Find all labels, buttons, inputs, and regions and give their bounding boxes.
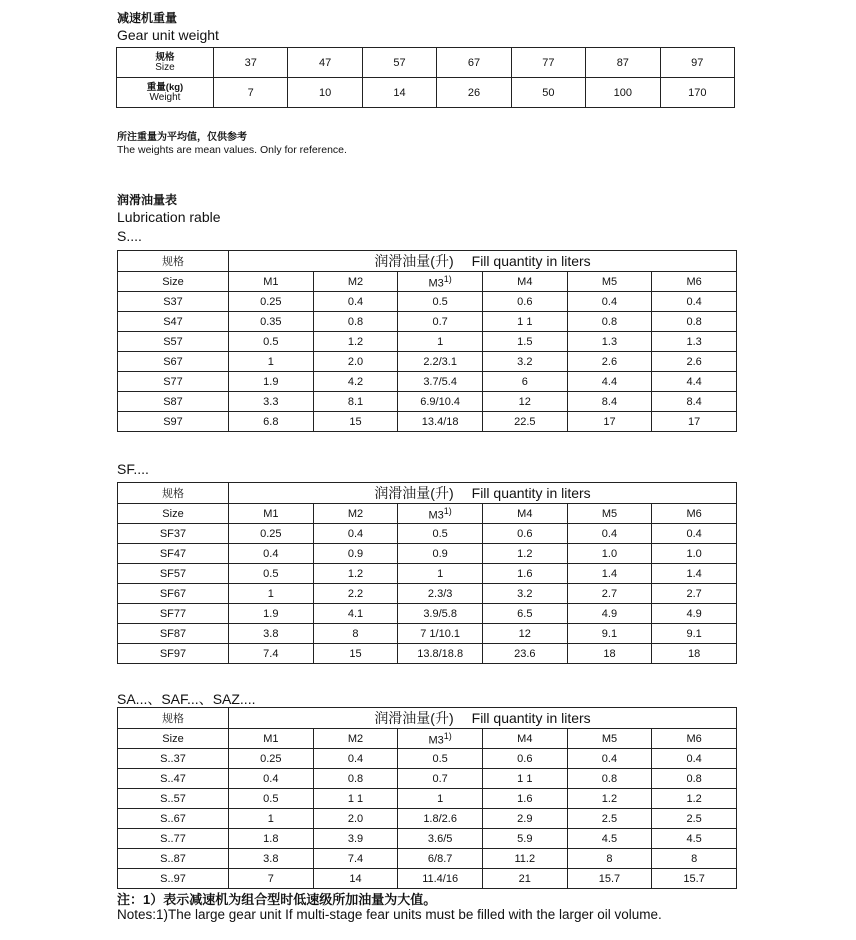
value-cell: 0.4 [652,292,737,312]
size-cell: S..87 [118,849,229,869]
lubrication-table [117,482,737,664]
value-cell: 1.6 [482,564,567,584]
size-cell: S..47 [118,769,229,789]
column-label: M3 [428,509,444,522]
column-label: M4 [517,275,533,288]
column-header-m2 [313,729,398,749]
value-cell: 0.5 [398,749,483,769]
column-label: M4 [517,507,533,520]
size-cell: 97 [660,48,734,78]
table-header-row [118,483,737,504]
weight-title-en: Gear unit weight [117,27,219,43]
size-cell: 47 [288,48,362,78]
value-cell: 11.2 [482,849,567,869]
size-cell: S..57 [118,789,229,809]
weight-note-cn: 所注重量为平均值，仅供参考 [117,132,247,143]
weight-size-row [117,48,735,78]
value-cell: 0.4 [567,292,652,312]
value-cell: 0.8 [567,312,652,332]
column-header-m2 [313,272,398,292]
value-cell: 14 [313,869,398,889]
value-cell: 3.8 [229,849,314,869]
column-header-m4 [482,729,567,749]
value-cell: 4.4 [567,372,652,392]
column-header-m1 [229,272,314,292]
value-cell: 2.2/3.1 [398,352,483,372]
size-cell: SF87 [118,624,229,644]
size-cell: SF37 [118,524,229,544]
value-cell: 2.7 [567,584,652,604]
size-cell: SF57 [118,564,229,584]
sa-series-label: SA...、SAF...、SAZ.... [117,691,256,707]
weight-table [116,47,735,108]
value-cell: 1 [398,564,483,584]
column-header-m6 [652,272,737,292]
value-cell: 1 [229,584,314,604]
guige-header-cell: 规格 [118,708,229,729]
table-row [118,392,737,412]
value-cell: 15.7 [652,869,737,889]
table-row [118,412,737,432]
value-cell: 1 1 [482,769,567,789]
footnote-marker: 1) [443,730,452,741]
value-cell: 1.8 [229,829,314,849]
column-label: M6 [686,507,702,520]
column-header-m6 [652,504,737,524]
size-cell: 67 [437,48,511,78]
value-cell: 0.8 [652,769,737,789]
size-cell: S..97 [118,869,229,889]
value-cell: 12 [482,392,567,412]
weight-cell: 14 [362,78,436,108]
column-label: M5 [601,275,618,288]
table-row [118,564,737,584]
weight-header-cell [117,78,214,108]
guige-header-cell: 规格 [118,483,229,504]
size-cell: 57 [362,48,436,78]
value-cell: 1.3 [652,332,737,352]
value-cell: 0.4 [652,749,737,769]
value-cell: 1.6 [482,789,567,809]
value-cell: 23.6 [482,644,567,664]
value-cell: 2.5 [652,809,737,829]
value-cell: 0.4 [313,524,398,544]
table-row [118,544,737,564]
column-label: M2 [347,732,364,745]
value-cell: 3.2 [482,584,567,604]
value-cell: 4.9 [652,604,737,624]
lubrication-table [117,707,737,889]
value-cell: 6/8.7 [398,849,483,869]
footnote-marker: 1) [443,273,452,284]
size-header-cell [117,48,214,78]
value-cell: 2.9 [482,809,567,829]
value-cell: 0.4 [229,769,314,789]
value-cell: 15 [313,644,398,664]
value-cell: 6.5 [482,604,567,624]
value-cell: 3.3 [229,392,314,412]
value-cell: 1.5 [482,332,567,352]
value-cell: 0.4 [567,749,652,769]
value-cell: 2.6 [567,352,652,372]
value-cell: 1.4 [652,564,737,584]
value-cell: 0.8 [313,769,398,789]
value-cell: 7.4 [313,849,398,869]
s-series-label: S.... [117,228,142,244]
size-cell: S..67 [118,809,229,829]
value-cell: 1.2 [652,789,737,809]
table-row [118,624,737,644]
weight-title-cn: 减速机重量 [117,11,178,25]
value-cell: 2.3/3 [398,584,483,604]
size-cell: SF47 [118,544,229,564]
footnote-cn: 注：1）表示减速机为组合型时低速级所加油量为大值。 [117,892,437,907]
weight-cell: 50 [511,78,585,108]
value-cell: 13.4/18 [398,412,483,432]
fill-label-cn: 润滑油量(升) [374,253,454,269]
value-cell: 2.0 [313,352,398,372]
value-cell: 0.25 [229,749,314,769]
weight-cell: 100 [586,78,660,108]
size-cell: 87 [586,48,660,78]
table-row [118,584,737,604]
value-cell: 8 [567,849,652,869]
column-header-m4 [482,504,567,524]
value-cell: 8.4 [567,392,652,412]
value-cell: 1.8/2.6 [398,809,483,829]
weight-label-cn: 重量(kg) [146,81,184,93]
value-cell: 6 [482,372,567,392]
value-cell: 0.5 [398,524,483,544]
footnote-en: Notes:1)The large gear unit If multi-stage fear units must be filled with the larger oil volume. [117,907,662,922]
size-cell: S77 [118,372,229,392]
lubrication-table [117,250,737,432]
value-cell: 0.25 [229,524,314,544]
column-header-m3 [398,729,483,749]
value-cell: 22.5 [482,412,567,432]
value-cell: 1 [229,809,314,829]
value-cell: 11.4/16 [398,869,483,889]
fill-label-en: Fill quantity in liters [471,485,591,501]
value-cell: 21 [482,869,567,889]
size-cell: SF97 [118,644,229,664]
table-header-row [118,708,737,729]
value-cell: 13.8/18.8 [398,644,483,664]
column-label: M5 [601,507,618,520]
value-cell: 1 [398,332,483,352]
column-label: M3 [428,277,444,290]
fill-quantity-header [229,708,737,729]
value-cell: 0.5 [229,564,314,584]
value-cell: 0.5 [229,789,314,809]
value-cell: 4.5 [567,829,652,849]
column-header-row [118,272,737,292]
table-row [118,352,737,372]
size-cell: S57 [118,332,229,352]
fill-label-en: Fill quantity in liters [471,710,591,726]
column-label: M2 [347,275,364,288]
value-cell: 9.1 [567,624,652,644]
value-cell: 1 [229,352,314,372]
value-cell: 8 [313,624,398,644]
value-cell: 1.3 [567,332,652,352]
table-row [118,604,737,624]
value-cell: 2.5 [567,809,652,829]
column-label: M1 [263,732,279,745]
value-cell: 4.2 [313,372,398,392]
value-cell: 0.5 [398,292,483,312]
value-cell: 6.9/10.4 [398,392,483,412]
value-cell: 3.9/5.8 [398,604,483,624]
column-header-m4 [482,272,567,292]
weight-note-en: The weights are mean values. Only for reference. [117,144,347,156]
table-row [118,332,737,352]
column-label: M1 [263,275,279,288]
value-cell: 3.2 [482,352,567,372]
value-cell: 1.2 [482,544,567,564]
weight-cell: 26 [437,78,511,108]
column-header-row [118,504,737,524]
value-cell: 2.6 [652,352,737,372]
value-cell: 7.4 [229,644,314,664]
value-cell: 8 [652,849,737,869]
column-label: M4 [517,732,533,745]
value-cell: 9.1 [652,624,737,644]
value-cell: 7 1/10.1 [398,624,483,644]
fill-label-cn: 润滑油量(升) [374,485,454,501]
weight-label-en: Weight [149,91,181,103]
value-cell: 1 [398,789,483,809]
lub-title-cn: 润滑油量表 [117,193,178,207]
column-header-m6 [652,729,737,749]
size-cell: SF77 [118,604,229,624]
weight-cell: 7 [214,78,288,108]
value-cell: 4.9 [567,604,652,624]
value-cell: 2.2 [313,584,398,604]
column-header-m3 [398,504,483,524]
value-cell: 6.8 [229,412,314,432]
column-label: M6 [686,275,702,288]
weight-cell: 10 [288,78,362,108]
table-row [118,312,737,332]
weight-cell: 170 [660,78,734,108]
size-header-cell: Size [118,504,229,524]
table-row [118,644,737,664]
size-cell: S67 [118,352,229,372]
value-cell: 1.2 [313,564,398,584]
column-header-m1 [229,729,314,749]
value-cell: 0.4 [652,524,737,544]
value-cell: 0.6 [482,749,567,769]
value-cell: 18 [652,644,737,664]
size-cell: S..77 [118,829,229,849]
size-cell: S..37 [118,749,229,769]
size-header-cell: Size [118,272,229,292]
column-label: M1 [263,507,279,520]
value-cell: 2.7 [652,584,737,604]
size-header-cell: Size [118,729,229,749]
value-cell: 0.8 [313,312,398,332]
sf-series-label: SF.... [117,461,149,477]
footnote-marker: 1) [443,505,452,516]
value-cell: 1.0 [567,544,652,564]
table-row [118,749,737,769]
table-row [118,809,737,829]
size-cell: S87 [118,392,229,412]
size-cell: S37 [118,292,229,312]
lub-title-en: Lubrication rable [117,209,221,225]
value-cell: 17 [567,412,652,432]
table-row [118,869,737,889]
value-cell: 5.9 [482,829,567,849]
column-label: M3 [428,734,444,747]
value-cell: 1.2 [313,332,398,352]
size-cell: S47 [118,312,229,332]
value-cell: 4.5 [652,829,737,849]
value-cell: 18 [567,644,652,664]
fill-label-cn: 润滑油量(升) [374,710,454,726]
column-header-m2 [313,504,398,524]
value-cell: 0.4 [567,524,652,544]
table-row [118,769,737,789]
value-cell: 0.8 [567,769,652,789]
table-row [118,292,737,312]
value-cell: 1 1 [482,312,567,332]
column-label: M6 [686,732,702,745]
value-cell: 1.0 [652,544,737,564]
value-cell: 0.6 [482,524,567,544]
value-cell: 3.8 [229,624,314,644]
value-cell: 8.4 [652,392,737,412]
table-row [118,789,737,809]
value-cell: 0.5 [229,332,314,352]
value-cell: 0.4 [313,292,398,312]
value-cell: 0.7 [398,769,483,789]
size-cell: 77 [511,48,585,78]
value-cell: 0.4 [313,749,398,769]
value-cell: 0.25 [229,292,314,312]
value-cell: 0.35 [229,312,314,332]
value-cell: 0.6 [482,292,567,312]
fill-label-en: Fill quantity in liters [471,253,591,269]
column-label: M5 [601,732,618,745]
value-cell: 2.0 [313,809,398,829]
table-header-row [118,251,737,272]
value-cell: 12 [482,624,567,644]
value-cell: 0.9 [313,544,398,564]
value-cell: 0.4 [229,544,314,564]
value-cell: 17 [652,412,737,432]
value-cell: 4.4 [652,372,737,392]
weight-value-row [117,78,735,108]
column-header-row [118,729,737,749]
column-header-m1 [229,504,314,524]
value-cell: 1.9 [229,604,314,624]
column-header-m5 [567,729,652,749]
value-cell: 15.7 [567,869,652,889]
value-cell: 1.9 [229,372,314,392]
value-cell: 3.7/5.4 [398,372,483,392]
column-label: M2 [347,507,364,520]
value-cell: 15 [313,412,398,432]
table-row [118,849,737,869]
table-row [118,829,737,849]
size-label-en: Size [155,61,175,73]
table-row [118,372,737,392]
value-cell: 0.7 [398,312,483,332]
column-header-m3 [398,272,483,292]
value-cell: 0.8 [652,312,737,332]
guige-header-cell: 规格 [118,251,229,272]
value-cell: 1.4 [567,564,652,584]
column-header-m5 [567,272,652,292]
table-row [118,524,737,544]
size-label-cn: 规格 [155,51,175,63]
value-cell: 3.9 [313,829,398,849]
size-cell: 37 [214,48,288,78]
value-cell: 3.6/5 [398,829,483,849]
value-cell: 4.1 [313,604,398,624]
fill-quantity-header [229,483,737,504]
value-cell: 7 [229,869,314,889]
size-cell: S97 [118,412,229,432]
size-cell: SF67 [118,584,229,604]
value-cell: 8.1 [313,392,398,412]
fill-quantity-header [229,251,737,272]
value-cell: 0.9 [398,544,483,564]
value-cell: 1 1 [313,789,398,809]
column-header-m5 [567,504,652,524]
value-cell: 1.2 [567,789,652,809]
